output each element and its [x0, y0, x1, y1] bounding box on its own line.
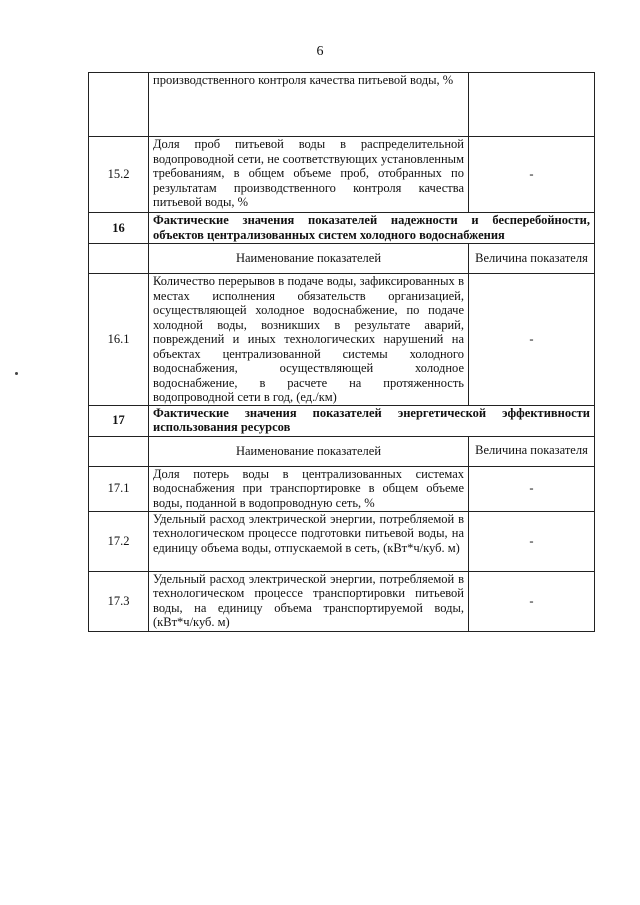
table-row-17-2: [89, 511, 595, 571]
table-row-15-2: [89, 137, 595, 213]
indicator-description: Удельный расход электрической энергии, потребляемой в технологическом процессе подготовки питьевой воды, на единицу объема воды, отпускаемой в сеть, (кВт*ч/куб. м): [149, 511, 469, 571]
section-row-17: [89, 405, 595, 436]
table-row-17-1: [89, 466, 595, 511]
indicator-value: -: [469, 571, 595, 631]
row-number: 15.2: [89, 137, 149, 213]
indicator-description: Доля проб питьевой воды в распределительной водопроводной сети, не соответствующих установленным требованиям, в общем объеме проб, отобранных по результатам производственного контроля качества питьевой воды, %: [149, 137, 469, 213]
page-number: 6: [316, 44, 324, 59]
indicator-value: -: [469, 466, 595, 511]
table-row-17-3: [89, 571, 595, 631]
table-row-continuation: [89, 73, 595, 137]
indicator-description: Удельный расход электрической энергии, потребляемой в технологическом процессе транспортировки питьевой воды, на единицу объема транспортируемой воды, (кВт*ч/куб. м): [149, 571, 469, 631]
indicator-description: производственного контроля качества питьевой воды, %: [149, 73, 469, 137]
section-row-16: [89, 213, 595, 244]
name-column-header: Наименование показателей: [149, 436, 469, 466]
empty-cell: [89, 244, 149, 274]
name-column-header: Наименование показателей: [149, 244, 469, 274]
indicator-description: Количество перерывов в подаче воды, зафиксированных в местах исполнения обязательств организацией, осуществляющей холодное водоснабжение, по подаче холодной воды, возникших в результате аварий, повреждений и иных технологических нарушений на объектах централизованной системы холодного водоснабжения, осуществляющей холодное водоснабжение, в расчете на протяженность водопроводной сети в год, (ед./км): [149, 274, 469, 406]
row-number: 17.3: [89, 571, 149, 631]
section-title: Фактические значения показателей надежности и бесперебойности, объектов централизованных систем холодного водоснабжения: [149, 213, 595, 244]
empty-cell: [89, 436, 149, 466]
indicator-value: -: [469, 274, 595, 406]
table-row-16-1: [89, 274, 595, 406]
section-number: 16: [89, 213, 149, 244]
row-number: [89, 73, 149, 137]
scan-dot-mark: [15, 372, 18, 375]
section-number: 17: [89, 405, 149, 436]
value-column-header: Величина показателя: [469, 244, 595, 274]
column-header-row: [89, 436, 595, 466]
row-number: 16.1: [89, 274, 149, 406]
indicator-value: [469, 73, 595, 137]
indicator-value: -: [469, 137, 595, 213]
value-column-header: Величина показателя: [469, 436, 595, 466]
indicators-table: [88, 72, 595, 632]
section-title: Фактические значения показателей энергетической эффективности использования ресурсов: [149, 405, 595, 436]
indicator-value: -: [469, 511, 595, 571]
indicator-description: Доля потерь воды в централизованных системах водоснабжения при транспортировке в общем объеме воды, поданной в водопроводную сеть, %: [149, 466, 469, 511]
row-number: 17.2: [89, 511, 149, 571]
column-header-row: [89, 244, 595, 274]
row-number: 17.1: [89, 466, 149, 511]
